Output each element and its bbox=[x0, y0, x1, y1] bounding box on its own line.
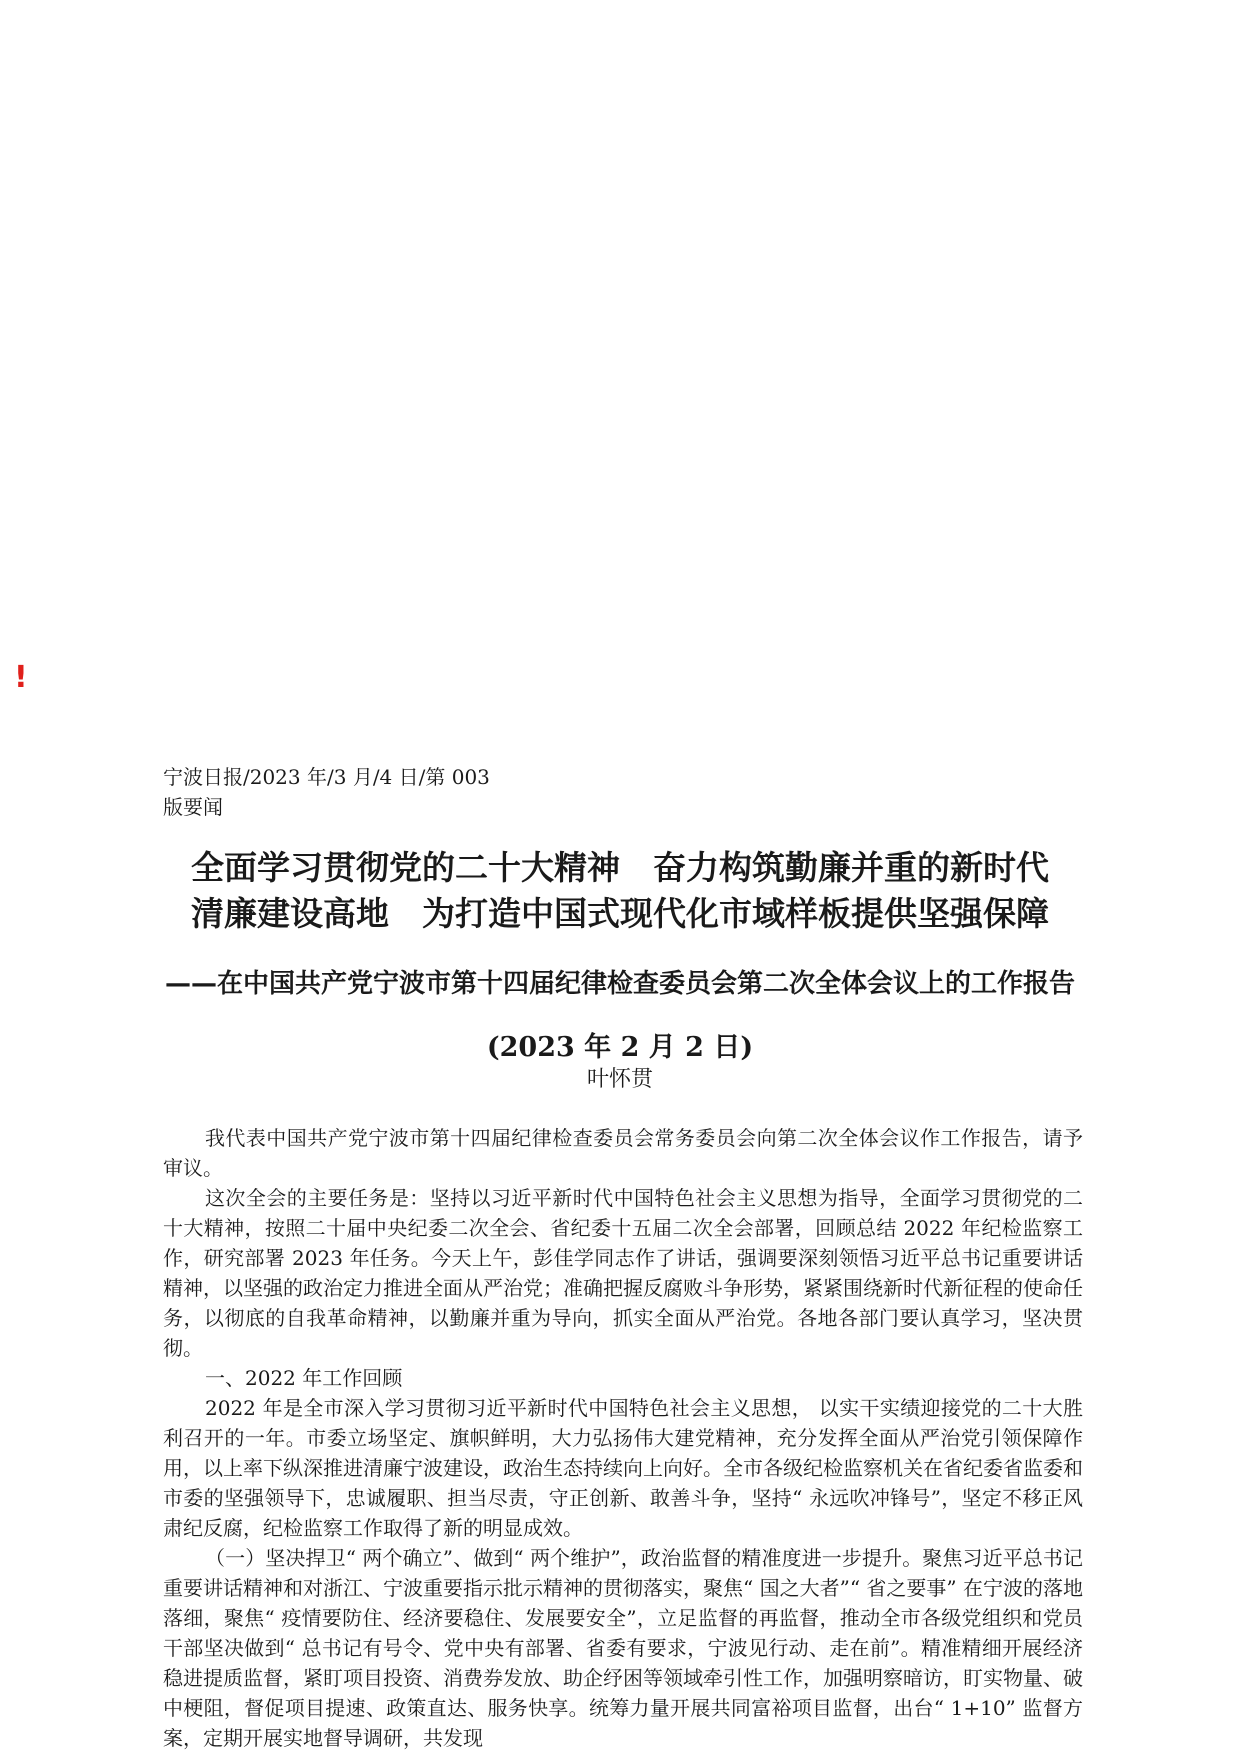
document-body bbox=[163, 1123, 1083, 1753]
title-line-2: 清廉建设高地 为打造中国式现代化市域样板提供坚强保障 bbox=[191, 894, 1049, 933]
red-exclamation-mark: ! bbox=[14, 660, 28, 695]
author: 叶怀贯 bbox=[586, 1067, 653, 1092]
paragraph: 2022 年是全市深入学习贯彻习近平新时代中国特色社会主义思想， 以实干实绩迎接党的二十大胜利召开的一年。市委立场坚定、旗帜鲜明，大力弘扬伟大建党精神，充分发挥全面从严治党引领保障作用，以上率下纵深推进清廉宁波建设，政治生态持续向上向好。全市各级纪检监察机关在省纪委省监委和市委的坚强领导下，忠诚履职、担当尽责，守正创新、敢善斗争，坚持“ 永远吹冲锋号”，坚定不移正风肃纪反腐，纪检监察工作取得了新的明显成效。 bbox=[163, 1396, 1083, 1540]
paragraph: （一）坚决捍卫“ 两个确立”、做到“ 两个维护”，政治监督的精准度进一步提升。聚焦习近平总书记重要讲话精神和对浙江、宁波重要指示批示精神的贯彻落实，聚焦“ 国之大者”“ 省之要事” 在宁波的落地落细，聚焦“ 疫情要防住、经济要稳住、发展要安全”，立足监督的再监督，推动全市各级党组织和党员干部坚决做到“ 总书记有号令、党中央有部署、省委有要求，宁波见行动、走在前”。精准精细开展经济稳进提质监督，紧盯项目投资、消费券发放、助企纾困等领域牵引性工作，加强明察暗访，盯实物量、破中梗阻，督促项目提速、政策直达、服务快享。统筹力量开展共同富裕项目监督，出台“ 1+10” 监督方案，定期开展实地督导调研，共发现 bbox=[163, 1546, 1083, 1750]
report-date: (2023 年 2 月 2 日) bbox=[486, 1032, 754, 1063]
section-heading: 一、2022 年工作回顾 bbox=[205, 1366, 403, 1390]
subtitle: ——在中国共产党宁波市第十四届纪律检查委员会第二次全体会议上的工作报告 bbox=[164, 969, 1075, 999]
paragraph: 这次全会的主要任务是：坚持以习近平新时代中国特色社会主义思想为指导，全面学习贯彻党的二十大精神，按照二十届中央纪委二次全会、省纪委十五届二次全会部署，回顾总结 2022 年纪检监察工作，研究部署 2023 年任务。今天上午，彭佳学同志作了讲话，强调要深刻领悟习近平总书记重要讲话精神，以坚强的政治定力推进全面从严治党；准确把握反腐败斗争形势，紧紧围绕新时代新征程的使命任务，以彻底的自我革命精神，以勤廉并重为导向，抓实全面从严治党。各地各部门要认真学习，坚决贯彻。 bbox=[163, 1186, 1083, 1360]
page-title bbox=[140, 845, 1100, 937]
source-line-1: 宁波日报/2023 年/3 月/4 日/第 003 bbox=[163, 765, 490, 789]
source-line bbox=[163, 762, 503, 822]
source-line-2: 版要闻 bbox=[163, 795, 223, 819]
title-line-1: 全面学习贯彻党的二十大精神 奋力构筑勤廉并重的新时代 bbox=[191, 848, 1049, 887]
paragraph: 我代表中国共产党宁波市第十四届纪律检查委员会常务委员会向第二次全体会议作工作报告，请予审议。 bbox=[163, 1126, 1083, 1180]
